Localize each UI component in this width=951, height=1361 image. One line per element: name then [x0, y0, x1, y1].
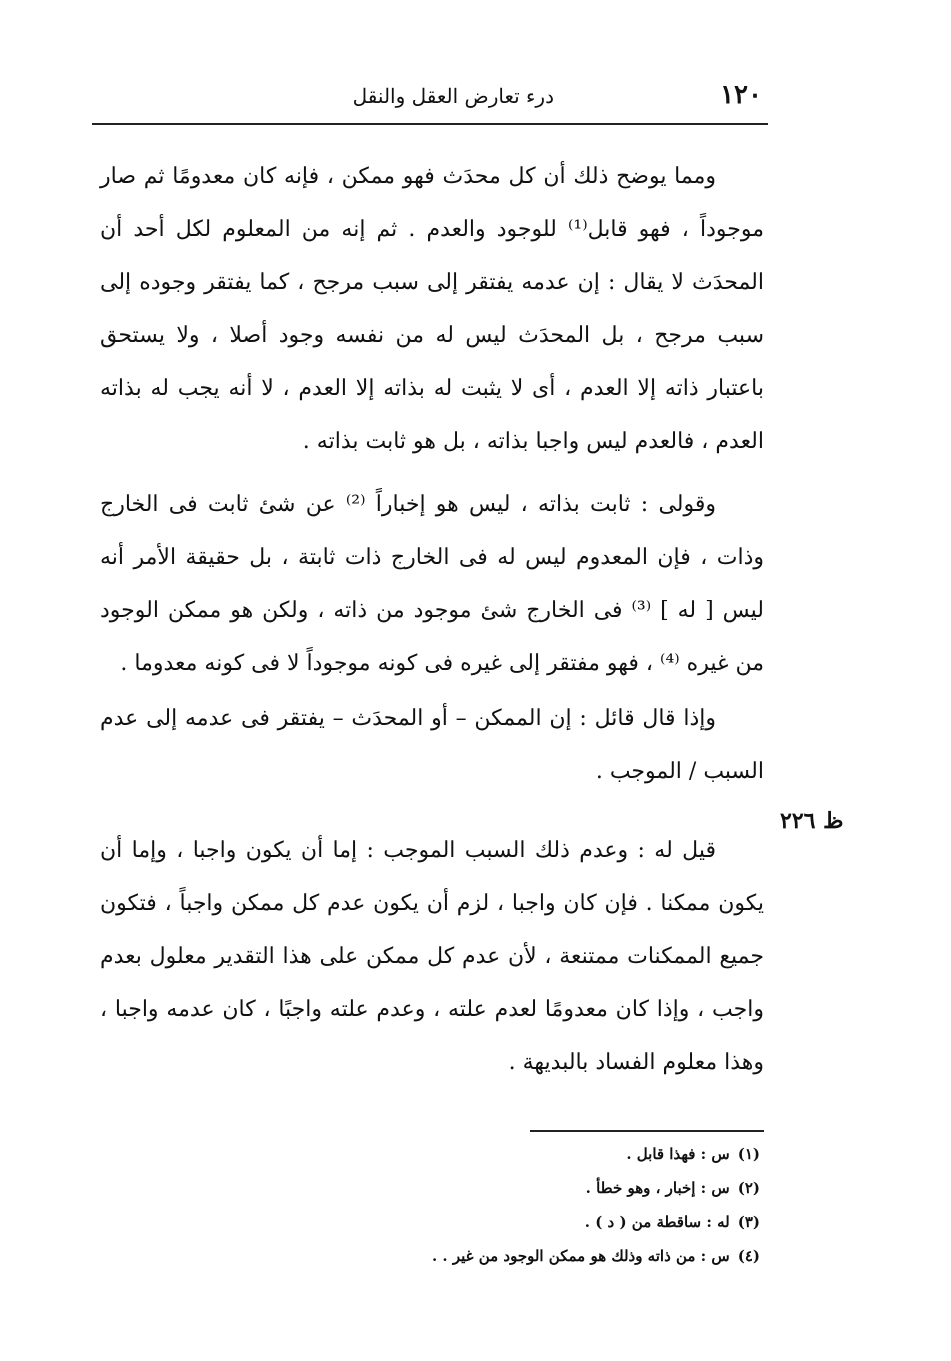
- footnote-number: (٣): [737, 1213, 760, 1231]
- footnote-number: (١): [737, 1145, 760, 1163]
- header-rule: [92, 123, 768, 125]
- paragraph-2: وقولى : ثابت بذاته ، ليس هو إخباراً ⁽²⁾ عن شئ ثابت فى الخارج وذات ، فإن المعدوم ليس له فى الخارج ذات ثابتة ، بل حقيقة الأمر أنه ليس [ له ] ⁽³⁾ فى الخارج شئ موجود من ذاته ، ولكن هو ممكن الوجود من غيره ⁽⁴⁾ ، فهو مفتقر إلى غيره فى كونه موجوداً لا فى كونه معدوما .: [100, 492, 765, 676]
- footnote-number: (٤): [737, 1247, 760, 1265]
- footnote-text: له : ساقطة من ( د ) .: [584, 1213, 730, 1231]
- manuscript-folio-marker: ظ ٢٢٦: [780, 808, 844, 834]
- footnote-text: س : إخبار ، وهو خطأ .: [585, 1179, 730, 1197]
- main-text: [100, 150, 764, 1089]
- footnote-4: [360, 1239, 760, 1273]
- footnote-rule: [530, 1130, 764, 1132]
- footnote-text: س : من ذاته وذلك هو ممكن الوجود من غير . .: [431, 1247, 730, 1265]
- running-title: درء تعارض العقل والنقل: [352, 84, 554, 108]
- footnote-2: [360, 1171, 760, 1205]
- page-header: [92, 80, 762, 120]
- footnote-text: س : فهذا قابل .: [626, 1145, 730, 1163]
- paragraph-1: ومما يوضح ذلك أن كل محدَث فهو ممكن ، فإنه كان معدومًا ثم صار موجوداً ، فهو قابل⁽¹⁾ للوجود والعدم . ثم إنه من المعلوم لكل أحد أن المحدَث لا يقال : إن عدمه يفتقر إلى سبب مرجح ، كما يفتقر وجوده إلى سبب مرجح ، بل المحدَث ليس له من نفسه وجود أصلا ، ولا يستحق باعتبار ذاته إلا العدم ، أى لا يثبت له بذاته إلا العدم ، لا أنه يجب له بذاته العدم ، فالعدم ليس واجبا بذاته ، بل هو ثابت بذاته .: [100, 164, 764, 454]
- paragraph-4: قيل له : وعدم ذلك السبب الموجب : إما أن يكون واجبا ، وإما أن يكون ممكنا . فإن كان واجبا ، لزم أن يكون عدم كل ممكن واجباً ، فتكون جميع الممكنات ممتنعة ، لأن عدم كل ممكن على هذا التقدير معلول بعدم واجب ، وإذا كان معدومًا لعدم علته ، وعدم علته واجبًا ، كان عدمه واجبا ، وهذا معلوم الفساد بالبديهة .: [100, 838, 764, 1075]
- footnote-1: [360, 1137, 760, 1171]
- footnote-number: (٢): [737, 1179, 760, 1197]
- paragraph-3: وإذا قال قائل : إن الممكن – أو المحدَث – يفتقر فى عدمه إلى عدم السبب / الموجب .: [100, 706, 764, 784]
- footnotes: [360, 1137, 760, 1273]
- page-number: ١٢٠: [720, 80, 762, 110]
- footnote-3: [360, 1205, 760, 1239]
